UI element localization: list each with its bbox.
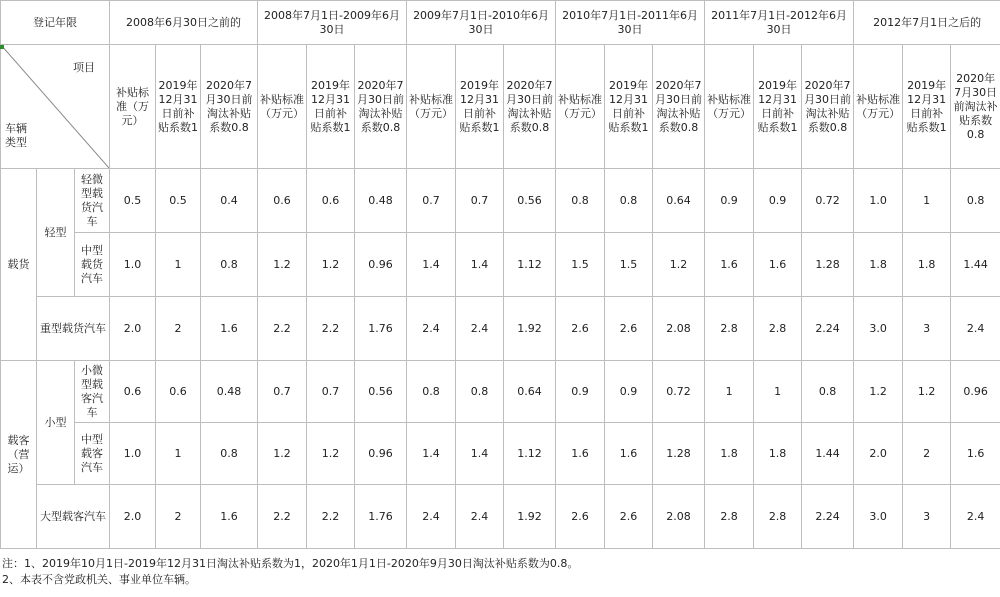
value-cell: 3.0 xyxy=(854,485,903,549)
value-cell: 2 xyxy=(156,485,201,549)
value-cell: 2.2 xyxy=(258,297,307,361)
value-cell: 1.92 xyxy=(504,297,556,361)
value-cell: 2.0 xyxy=(110,485,156,549)
value-cell: 0.4 xyxy=(201,169,258,233)
value-cell: 2.4 xyxy=(407,297,456,361)
value-cell: 0.48 xyxy=(355,169,407,233)
value-cell: 1.8 xyxy=(854,233,903,297)
size-cell: 轻型 xyxy=(37,169,75,297)
vehicle-name-cell: 大型载客汽车 xyxy=(37,485,110,549)
value-cell: 0.6 xyxy=(156,361,201,423)
value-cell: 2.4 xyxy=(407,485,456,549)
value-cell: 2.24 xyxy=(802,485,854,549)
value-cell: 2.4 xyxy=(456,485,504,549)
sub-header-standard: 补贴标准（万元） xyxy=(705,45,754,169)
value-cell: 0.6 xyxy=(258,169,307,233)
sub-header-coef-1: 2019年12月31日前补贴系数1 xyxy=(456,45,504,169)
table-row xyxy=(1,169,1000,233)
value-cell: 0.9 xyxy=(556,361,605,423)
diagonal-header-cell xyxy=(1,45,110,169)
value-cell: 2.4 xyxy=(951,297,1000,361)
period-header-row xyxy=(1,1,1000,45)
value-cell: 1 xyxy=(156,233,201,297)
value-cell: 1 xyxy=(156,423,201,485)
value-cell: 1.2 xyxy=(258,423,307,485)
value-cell: 1.0 xyxy=(110,423,156,485)
sub-header-coef-08: 2020年7月30日前淘汰补贴系数0.8 xyxy=(504,45,556,169)
value-cell: 2.24 xyxy=(802,297,854,361)
category-cell: 载客（营运） xyxy=(1,361,37,549)
value-cell: 2.4 xyxy=(951,485,1000,549)
value-cell: 1.4 xyxy=(456,423,504,485)
value-cell: 0.7 xyxy=(456,169,504,233)
sub-header-coef-1: 2019年12月31日前补贴系数1 xyxy=(605,45,653,169)
table-row xyxy=(1,233,1000,297)
sub-header-row xyxy=(1,45,1000,169)
value-cell: 0.8 xyxy=(951,169,1000,233)
sub-header-standard: 补贴标准（万元） xyxy=(556,45,605,169)
value-cell: 0.72 xyxy=(802,169,854,233)
sub-header-coef-08: 2020年7月30日前淘汰补贴系数0.8 xyxy=(355,45,407,169)
value-cell: 0.9 xyxy=(754,169,802,233)
category-cell: 载货 xyxy=(1,169,37,361)
value-cell: 0.9 xyxy=(605,361,653,423)
value-cell: 1.8 xyxy=(754,423,802,485)
value-cell: 2.8 xyxy=(705,297,754,361)
sub-header-standard: 补贴标准（万元） xyxy=(407,45,456,169)
value-cell: 0.48 xyxy=(201,361,258,423)
sub-header-coef-1: 2019年12月31日前补贴系数1 xyxy=(156,45,201,169)
value-cell: 2.6 xyxy=(605,485,653,549)
value-cell: 2.2 xyxy=(307,485,355,549)
value-cell: 2.08 xyxy=(653,485,705,549)
value-cell: 1.28 xyxy=(653,423,705,485)
value-cell: 3.0 xyxy=(854,297,903,361)
item-label: 项目 xyxy=(73,61,96,74)
period-header: 2010年7月1日-2011年6月30日 xyxy=(556,1,705,45)
value-cell: 1.2 xyxy=(258,233,307,297)
value-cell: 0.96 xyxy=(951,361,1000,423)
value-cell: 0.8 xyxy=(201,423,258,485)
sub-header-coef-08: 2020年7月30日前淘汰补贴系数0.8 xyxy=(201,45,258,169)
table-row xyxy=(1,361,1000,423)
value-cell: 2.8 xyxy=(754,485,802,549)
vehicle-name-cell: 轻微型载货汽车 xyxy=(75,169,110,233)
value-cell: 0.96 xyxy=(355,423,407,485)
value-cell: 1.6 xyxy=(754,233,802,297)
value-cell: 0.7 xyxy=(407,169,456,233)
value-cell: 0.5 xyxy=(110,169,156,233)
value-cell: 2.6 xyxy=(556,297,605,361)
value-cell: 1.0 xyxy=(110,233,156,297)
value-cell: 1.6 xyxy=(705,233,754,297)
value-cell: 0.8 xyxy=(556,169,605,233)
corner-marker xyxy=(0,45,4,49)
sub-header-coef-1: 2019年12月31日前补贴系数1 xyxy=(903,45,951,169)
value-cell: 0.8 xyxy=(605,169,653,233)
period-header: 2011年7月1日-2012年6月30日 xyxy=(705,1,854,45)
value-cell: 2.0 xyxy=(110,297,156,361)
value-cell: 2 xyxy=(903,423,951,485)
note-1: 注：1、2019年10月1日-2019年12月31日淘汰补贴系数为1，2020年1月1日-2020年9月30日淘汰补贴系数为0.8。 xyxy=(2,557,579,570)
table-row xyxy=(1,297,1000,361)
value-cell: 0.8 xyxy=(802,361,854,423)
value-cell: 2.8 xyxy=(705,485,754,549)
value-cell: 1.8 xyxy=(903,233,951,297)
value-cell: 1.4 xyxy=(407,233,456,297)
value-cell: 1.92 xyxy=(504,485,556,549)
value-cell: 2 xyxy=(156,297,201,361)
value-cell: 0.56 xyxy=(355,361,407,423)
value-cell: 1.76 xyxy=(355,297,407,361)
vehicle-name-cell: 中型载货汽车 xyxy=(75,233,110,297)
sub-header-coef-08: 2020年7月30日前淘汰补贴系数0.8 xyxy=(802,45,854,169)
notes xyxy=(2,556,578,588)
value-cell: 1.6 xyxy=(201,485,258,549)
value-cell: 1.8 xyxy=(705,423,754,485)
value-cell: 2.2 xyxy=(307,297,355,361)
value-cell: 1.2 xyxy=(307,233,355,297)
table-body xyxy=(1,169,1000,549)
note-2: 2、本表不含党政机关、事业单位车辆。 xyxy=(2,573,196,586)
value-cell: 3 xyxy=(903,485,951,549)
sub-header-standard: 补贴标准（万元） xyxy=(110,45,156,169)
value-cell: 1.28 xyxy=(802,233,854,297)
sub-header-standard: 补贴标准（万元） xyxy=(854,45,903,169)
sub-header-coef-1: 2019年12月31日前补贴系数1 xyxy=(754,45,802,169)
value-cell: 1.76 xyxy=(355,485,407,549)
vehicle-type-label: 车辆类型 xyxy=(5,122,27,149)
value-cell: 0.9 xyxy=(705,169,754,233)
value-cell: 2.08 xyxy=(653,297,705,361)
table-row xyxy=(1,485,1000,549)
value-cell: 1.6 xyxy=(201,297,258,361)
period-header: 2008年7月1日-2009年6月30日 xyxy=(258,1,407,45)
value-cell: 1 xyxy=(705,361,754,423)
period-header: 2012年7月1日之后的 xyxy=(854,1,1000,45)
period-header: 2009年7月1日-2010年6月30日 xyxy=(407,1,556,45)
value-cell: 0.6 xyxy=(307,169,355,233)
value-cell: 1.12 xyxy=(504,233,556,297)
vehicle-name-cell: 重型载货汽车 xyxy=(37,297,110,361)
value-cell: 0.64 xyxy=(653,169,705,233)
value-cell: 1.6 xyxy=(951,423,1000,485)
value-cell: 1.6 xyxy=(605,423,653,485)
value-cell: 0.6 xyxy=(110,361,156,423)
year-range-label: 登记年限 xyxy=(1,1,110,45)
value-cell: 0.8 xyxy=(456,361,504,423)
value-cell: 2.6 xyxy=(605,297,653,361)
value-cell: 0.56 xyxy=(504,169,556,233)
value-cell: 1.2 xyxy=(854,361,903,423)
value-cell: 0.5 xyxy=(156,169,201,233)
value-cell: 1.5 xyxy=(556,233,605,297)
size-cell: 小型 xyxy=(37,361,75,485)
value-cell: 1.2 xyxy=(307,423,355,485)
value-cell: 2.0 xyxy=(854,423,903,485)
value-cell: 1 xyxy=(754,361,802,423)
value-cell: 1 xyxy=(903,169,951,233)
sub-header-coef-08: 2020年7月30日前淘汰补贴系数0.8 xyxy=(951,45,1000,169)
value-cell: 1.2 xyxy=(903,361,951,423)
value-cell: 1.44 xyxy=(951,233,1000,297)
value-cell: 0.8 xyxy=(407,361,456,423)
value-cell: 2.2 xyxy=(258,485,307,549)
value-cell: 1.4 xyxy=(456,233,504,297)
value-cell: 0.7 xyxy=(307,361,355,423)
table-row xyxy=(1,423,1000,485)
value-cell: 0.64 xyxy=(504,361,556,423)
value-cell: 1.0 xyxy=(854,169,903,233)
sub-header-coef-1: 2019年12月31日前补贴系数1 xyxy=(307,45,355,169)
vehicle-name-cell: 中型载客汽车 xyxy=(75,423,110,485)
value-cell: 1.44 xyxy=(802,423,854,485)
value-cell: 0.72 xyxy=(653,361,705,423)
value-cell: 0.8 xyxy=(201,233,258,297)
value-cell: 0.96 xyxy=(355,233,407,297)
value-cell: 1.12 xyxy=(504,423,556,485)
value-cell: 1.2 xyxy=(653,233,705,297)
value-cell: 2.8 xyxy=(754,297,802,361)
sub-header-standard: 补贴标准（万元） xyxy=(258,45,307,169)
value-cell: 1.6 xyxy=(556,423,605,485)
value-cell: 2.4 xyxy=(456,297,504,361)
value-cell: 1.4 xyxy=(407,423,456,485)
value-cell: 2.6 xyxy=(556,485,605,549)
value-cell: 1.5 xyxy=(605,233,653,297)
value-cell: 3 xyxy=(903,297,951,361)
period-header: 2008年6月30日之前的 xyxy=(110,1,258,45)
vehicle-name-cell: 小微型载客汽车 xyxy=(75,361,110,423)
sub-header-coef-08: 2020年7月30日前淘汰补贴系数0.8 xyxy=(653,45,705,169)
value-cell: 0.7 xyxy=(258,361,307,423)
